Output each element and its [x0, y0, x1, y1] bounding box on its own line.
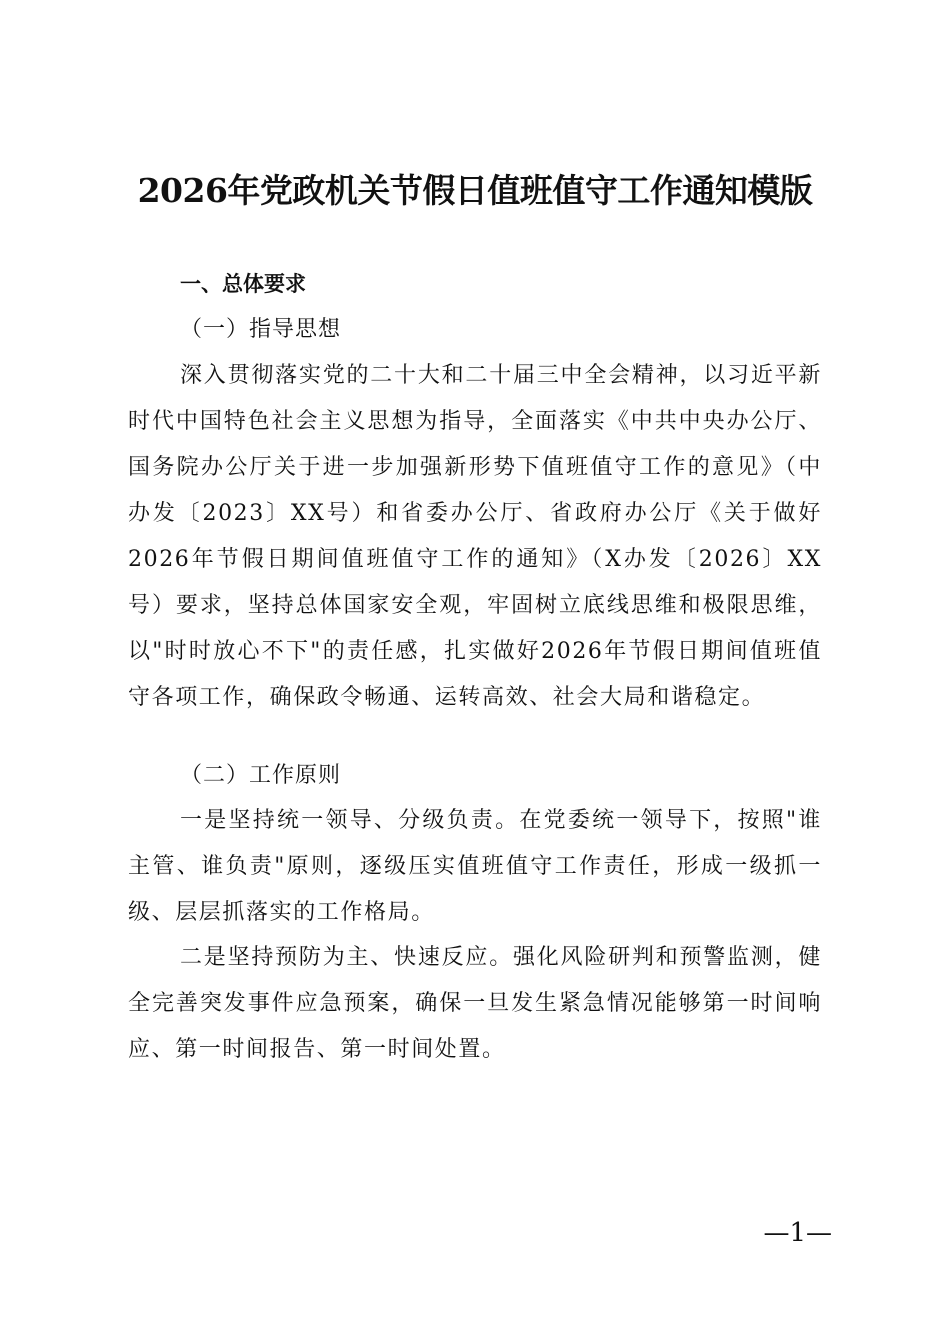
document-title: 2026年党政机关节假日值班值守工作通知模版 — [137, 171, 813, 210]
body-paragraph: 深入贯彻落实党的二十大和二十届三中全会精神，以习近平新时代中国特色社会主义思想为指导，全面落实《中共中央办公厅、国务院办公厅关于进一步加强新形势下值班值守工作的意见》（中办发〔2023〕XX号）和省委办公厅、省政府办公厅《关于做好2026年节假日期间值班值守工作的通知》（X办发〔2026〕XX号）要求，坚持总体国家安全观，牢固树立底线思维和极限思维，以"时时放心不下"的责任感，扎实做好2026年节假日期间值班值守各项工作，确保政令畅通、运转高效、社会大局和谐稳定。 — [128, 363, 822, 710]
section-heading: 一、总体要求 — [180, 272, 306, 296]
subsection-heading-guiding-thought: （一）指导思想 — [180, 317, 342, 342]
body-paragraph: 二是坚持预防为主、快速反应。强化风险研判和预警监测，健全完善突发事件应急预案，确保一旦发生紧急情况能够第一时间响应、第一时间报告、第一时间处置。 — [128, 945, 822, 1062]
body-paragraph: 一是坚持统一领导、分级负责。在党委统一领导下，按照"谁主管、谁负责"原则，逐级压实值班值守工作责任，形成一级抓一级、层层抓落实的工作格局。 — [128, 808, 822, 925]
subsection-heading-work-principles: （二）工作原则 — [180, 763, 342, 788]
page-number: —1— — [763, 1218, 832, 1248]
